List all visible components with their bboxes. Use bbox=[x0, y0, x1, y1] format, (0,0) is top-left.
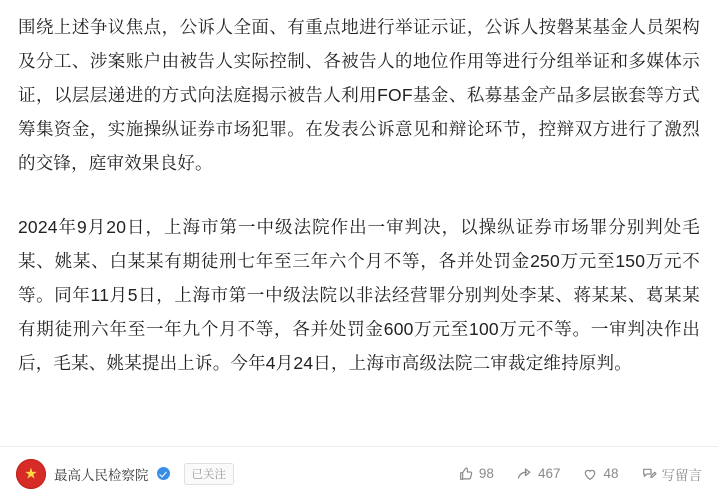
verified-badge-icon bbox=[157, 467, 170, 480]
account-name[interactable]: 最高人民检察院 bbox=[54, 467, 149, 483]
comment-label: 写留言 bbox=[661, 467, 702, 483]
comment-pen-icon bbox=[641, 466, 657, 482]
share-arrow-icon bbox=[516, 466, 533, 482]
share-action[interactable] bbox=[516, 466, 561, 482]
emblem-star-icon: ★ bbox=[24, 465, 38, 482]
article-paragraph: 2024年9月20日，上海市第一中级法院作出一审判决，以操纵证券市场罪分别判处毛某、姚某、白某某有期徒刑七年至三年六个月不等，各并处罚金250万元至150万元不等。同年11月5日，上海市第一中级法院以非法经营罪分别判处李某、蒋某某、葛某某有期徒刑六年至一年九个月不等，各并处罚金600万元至100万元不等。一审判决作出后，毛某、姚某提出上诉。今年4月24日，上海市高级法院二审裁定维持原判。 bbox=[18, 217, 700, 373]
share-count: 467 bbox=[537, 466, 561, 481]
article-footer-bar bbox=[0, 446, 718, 500]
like-count: 98 bbox=[478, 466, 494, 481]
favorite-action[interactable] bbox=[582, 466, 618, 482]
favorite-count: 48 bbox=[603, 466, 619, 481]
comment-action[interactable] bbox=[641, 464, 703, 484]
follow-status-chip[interactable]: 已关注 bbox=[184, 463, 235, 485]
like-action[interactable] bbox=[458, 466, 494, 482]
national-emblem-avatar[interactable] bbox=[16, 459, 46, 489]
thumbs-up-icon bbox=[458, 466, 474, 482]
heart-icon bbox=[582, 466, 598, 482]
action-bar bbox=[458, 464, 702, 484]
account-block[interactable] bbox=[16, 459, 234, 489]
article-paragraph: 围绕上述争议焦点，公诉人全面、有重点地进行举证示证，公诉人按磐某基金人员架构及分工、涉案账户由被告人实际控制、各被告人的地位作用等进行分组举证和多媒体示证，以层层递进的方式向法庭揭示被告人利用FOF基金、私募基金产品多层嵌套等方式筹集资金，实施操纵证券市场犯罪。在发表公诉意见和辩论环节，控辩双方进行了激烈的交锋，庭审效果良好。 bbox=[18, 17, 700, 173]
